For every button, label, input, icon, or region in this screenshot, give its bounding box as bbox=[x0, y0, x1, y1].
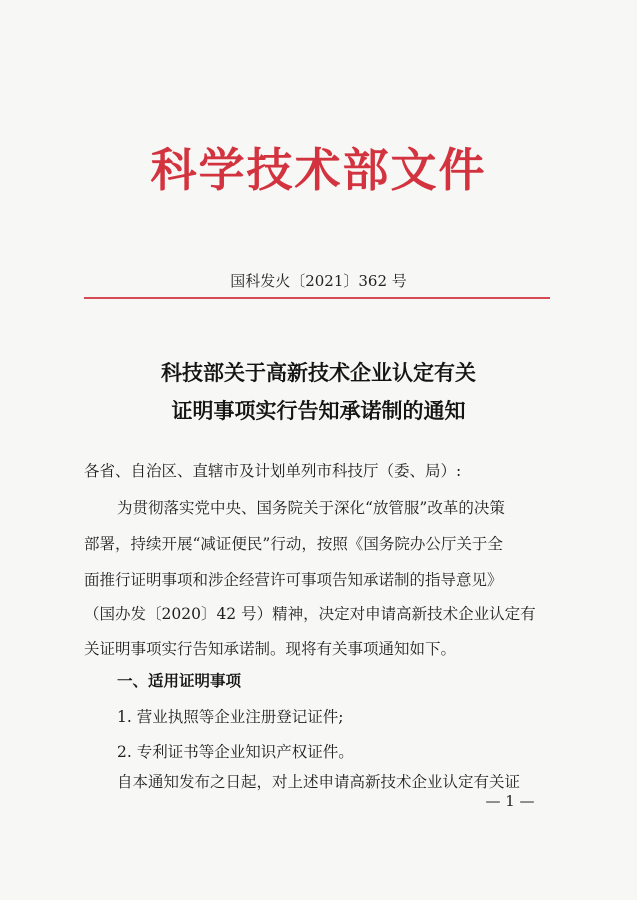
page-number: — 1 — bbox=[485, 792, 535, 810]
document-number: 国科发火〔2021〕362 号 bbox=[230, 272, 407, 290]
addressee-line: 各省、自治区、直辖市及计划单列市科技厅（委、局）: bbox=[84, 462, 462, 480]
list-item: 1. 营业执照等企业注册登记证件; bbox=[117, 708, 344, 726]
notice-title-line-1: 科技部关于高新技术企业认定有关 bbox=[161, 361, 476, 385]
paragraph-1-line-1: 为贯彻落实党中央、国务院关于深化“放管服”改革的决策 bbox=[117, 499, 505, 517]
paragraph-1-line-5: 关证明事项实行告知承诺制。现将有关事项通知如下。 bbox=[84, 640, 457, 658]
paragraph-1-line-4: （国办发〔2020〕42 号）精神，决定对申请高新技术企业认定有 bbox=[84, 605, 536, 623]
paragraph-2-line-1: 自本通知发布之日起，对上述申请高新技术企业认定有关证 bbox=[117, 773, 521, 791]
section-1-heading: 一、适用证明事项 bbox=[117, 672, 242, 690]
red-divider-line bbox=[84, 297, 550, 299]
list-item: 2. 专利证书等企业知识产权证件。 bbox=[117, 743, 354, 761]
paragraph-1-line-2: 部署，持续开展“减证便民”行动，按照《国务院办公厅关于全 bbox=[84, 535, 503, 553]
document-header: 科学技术部文件 bbox=[150, 143, 487, 197]
paragraph-1-line-3: 面推行证明事项和涉企经营许可事项告知承诺制的指导意见》 bbox=[84, 571, 503, 589]
notice-title-line-2: 证明事项实行告知承诺制的通知 bbox=[171, 399, 466, 423]
